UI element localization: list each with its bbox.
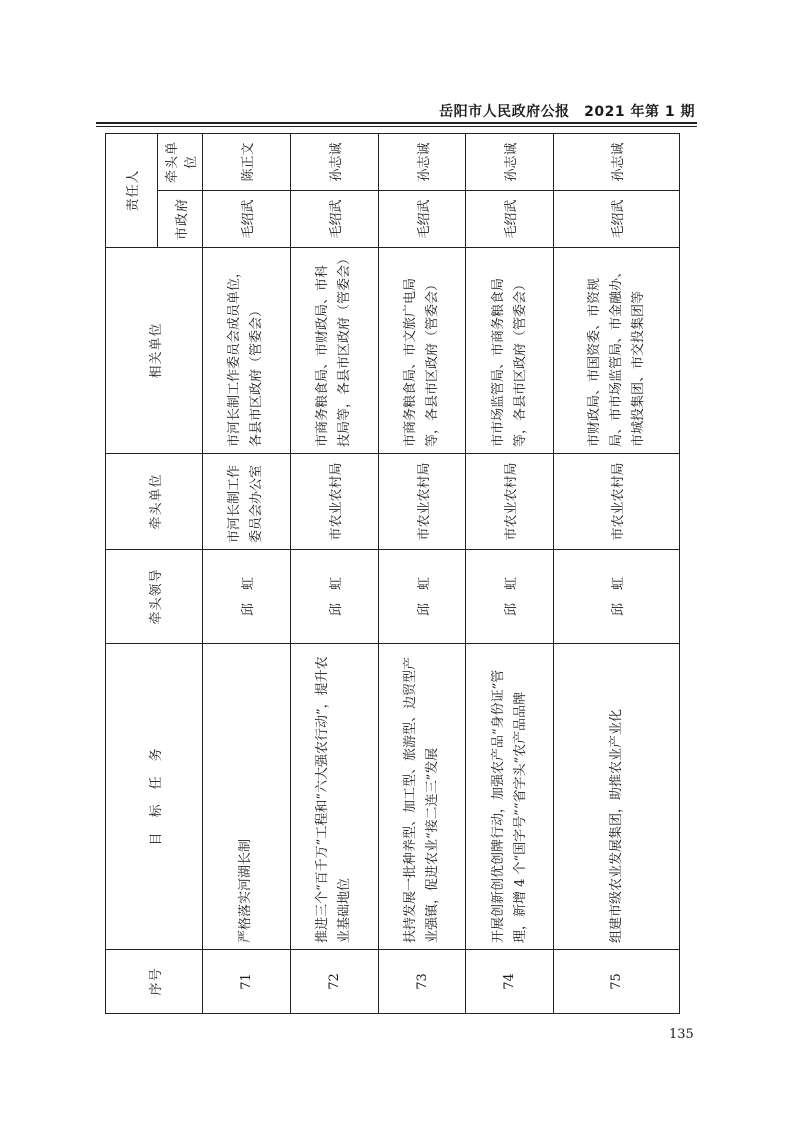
row-related-units: 市财政局、市国资委、市资规局、市市场监管局、市金融办、市城投集团、市交投集团等 bbox=[554, 248, 680, 454]
task-table bbox=[105, 133, 680, 1014]
row-unit-person: 孙志诚 bbox=[290, 133, 378, 190]
header-resp-city-gov: 市政府 bbox=[158, 191, 203, 248]
row-related-units: 市商务粮食局、市文旅广电局等，各县市区政府（管委会） bbox=[378, 248, 466, 454]
row-city-gov-person: 毛绍武 bbox=[554, 191, 680, 248]
row-lead-unit: 市河长制工作委员会办公室 bbox=[203, 454, 291, 550]
row-unit-person: 孙志诚 bbox=[466, 133, 554, 190]
header-rule-thin bbox=[96, 126, 697, 127]
row-unit-person: 孙志诚 bbox=[554, 133, 680, 190]
table-row bbox=[203, 133, 291, 1013]
header-resp-lead-unit: 牵头单位 bbox=[158, 133, 203, 190]
row-index: 74 bbox=[466, 950, 554, 1014]
row-leader: 邱 虹 bbox=[203, 550, 291, 644]
table-row bbox=[290, 133, 378, 1013]
row-index: 72 bbox=[290, 950, 378, 1014]
header-related-units: 相关单位 bbox=[106, 248, 203, 454]
header-task: 目 标 任 务 bbox=[106, 644, 203, 950]
row-unit-person: 陈正文 bbox=[203, 133, 291, 190]
row-related-units: 市商务粮食局、市财政局、市科技局等，各县市区政府（管委会） bbox=[290, 248, 378, 454]
table-row bbox=[466, 133, 554, 1013]
row-leader: 邱 虹 bbox=[466, 550, 554, 644]
row-task: 推进三个“百千万”工程和“六大强农行动”，提升农业基础地位 bbox=[290, 644, 378, 950]
header-responsible: 责任人 bbox=[106, 133, 158, 247]
row-city-gov-person: 毛绍武 bbox=[378, 191, 466, 248]
row-task: 组建市级农业发展集团，助推农业产业化 bbox=[554, 644, 680, 950]
header-index: 序号 bbox=[106, 950, 203, 1014]
table-row bbox=[554, 133, 680, 1013]
row-lead-unit: 市农业农村局 bbox=[466, 454, 554, 550]
row-unit-person: 孙志诚 bbox=[378, 133, 466, 190]
row-task: 开展创新创优创牌行动，加强农产品“身份证”管理，新增 4 个“国字号”“省字头”农产品品牌 bbox=[466, 644, 554, 950]
rotated-table-container bbox=[105, 134, 680, 1014]
row-task: 扶持发展一批种养型、加工型、旅游型、边贸型产业强镇，促进农业“接二连三”发展 bbox=[378, 644, 466, 950]
header-rule-thick bbox=[96, 122, 697, 124]
row-city-gov-person: 毛绍武 bbox=[203, 191, 291, 248]
row-related-units: 市市场监管局、市商务粮食局等，各县市区政府（管委会） bbox=[466, 248, 554, 454]
row-index: 75 bbox=[554, 950, 680, 1014]
header-leader: 牵头领导 bbox=[106, 550, 203, 644]
row-leader: 邱 虹 bbox=[378, 550, 466, 644]
row-lead-unit: 市农业农村局 bbox=[554, 454, 680, 550]
row-lead-unit: 市农业农村局 bbox=[378, 454, 466, 550]
journal-header: 岳阳市人民政府公报 2021 年第 1 期 bbox=[439, 104, 695, 120]
row-leader: 邱 虹 bbox=[554, 550, 680, 644]
page-number: 135 bbox=[669, 1027, 694, 1042]
row-index: 73 bbox=[378, 950, 466, 1014]
row-related-units: 市河长制工作委员会成员单位，各县市区政府（管委会） bbox=[203, 248, 291, 454]
row-lead-unit: 市农业农村局 bbox=[290, 454, 378, 550]
row-task: 严格落实河湖长制 bbox=[203, 644, 291, 950]
row-city-gov-person: 毛绍武 bbox=[466, 191, 554, 248]
header-lead-unit: 牵头单位 bbox=[106, 454, 203, 550]
row-city-gov-person: 毛绍武 bbox=[290, 191, 378, 248]
table-row bbox=[378, 133, 466, 1013]
row-leader: 邱 虹 bbox=[290, 550, 378, 644]
row-index: 71 bbox=[203, 950, 291, 1014]
